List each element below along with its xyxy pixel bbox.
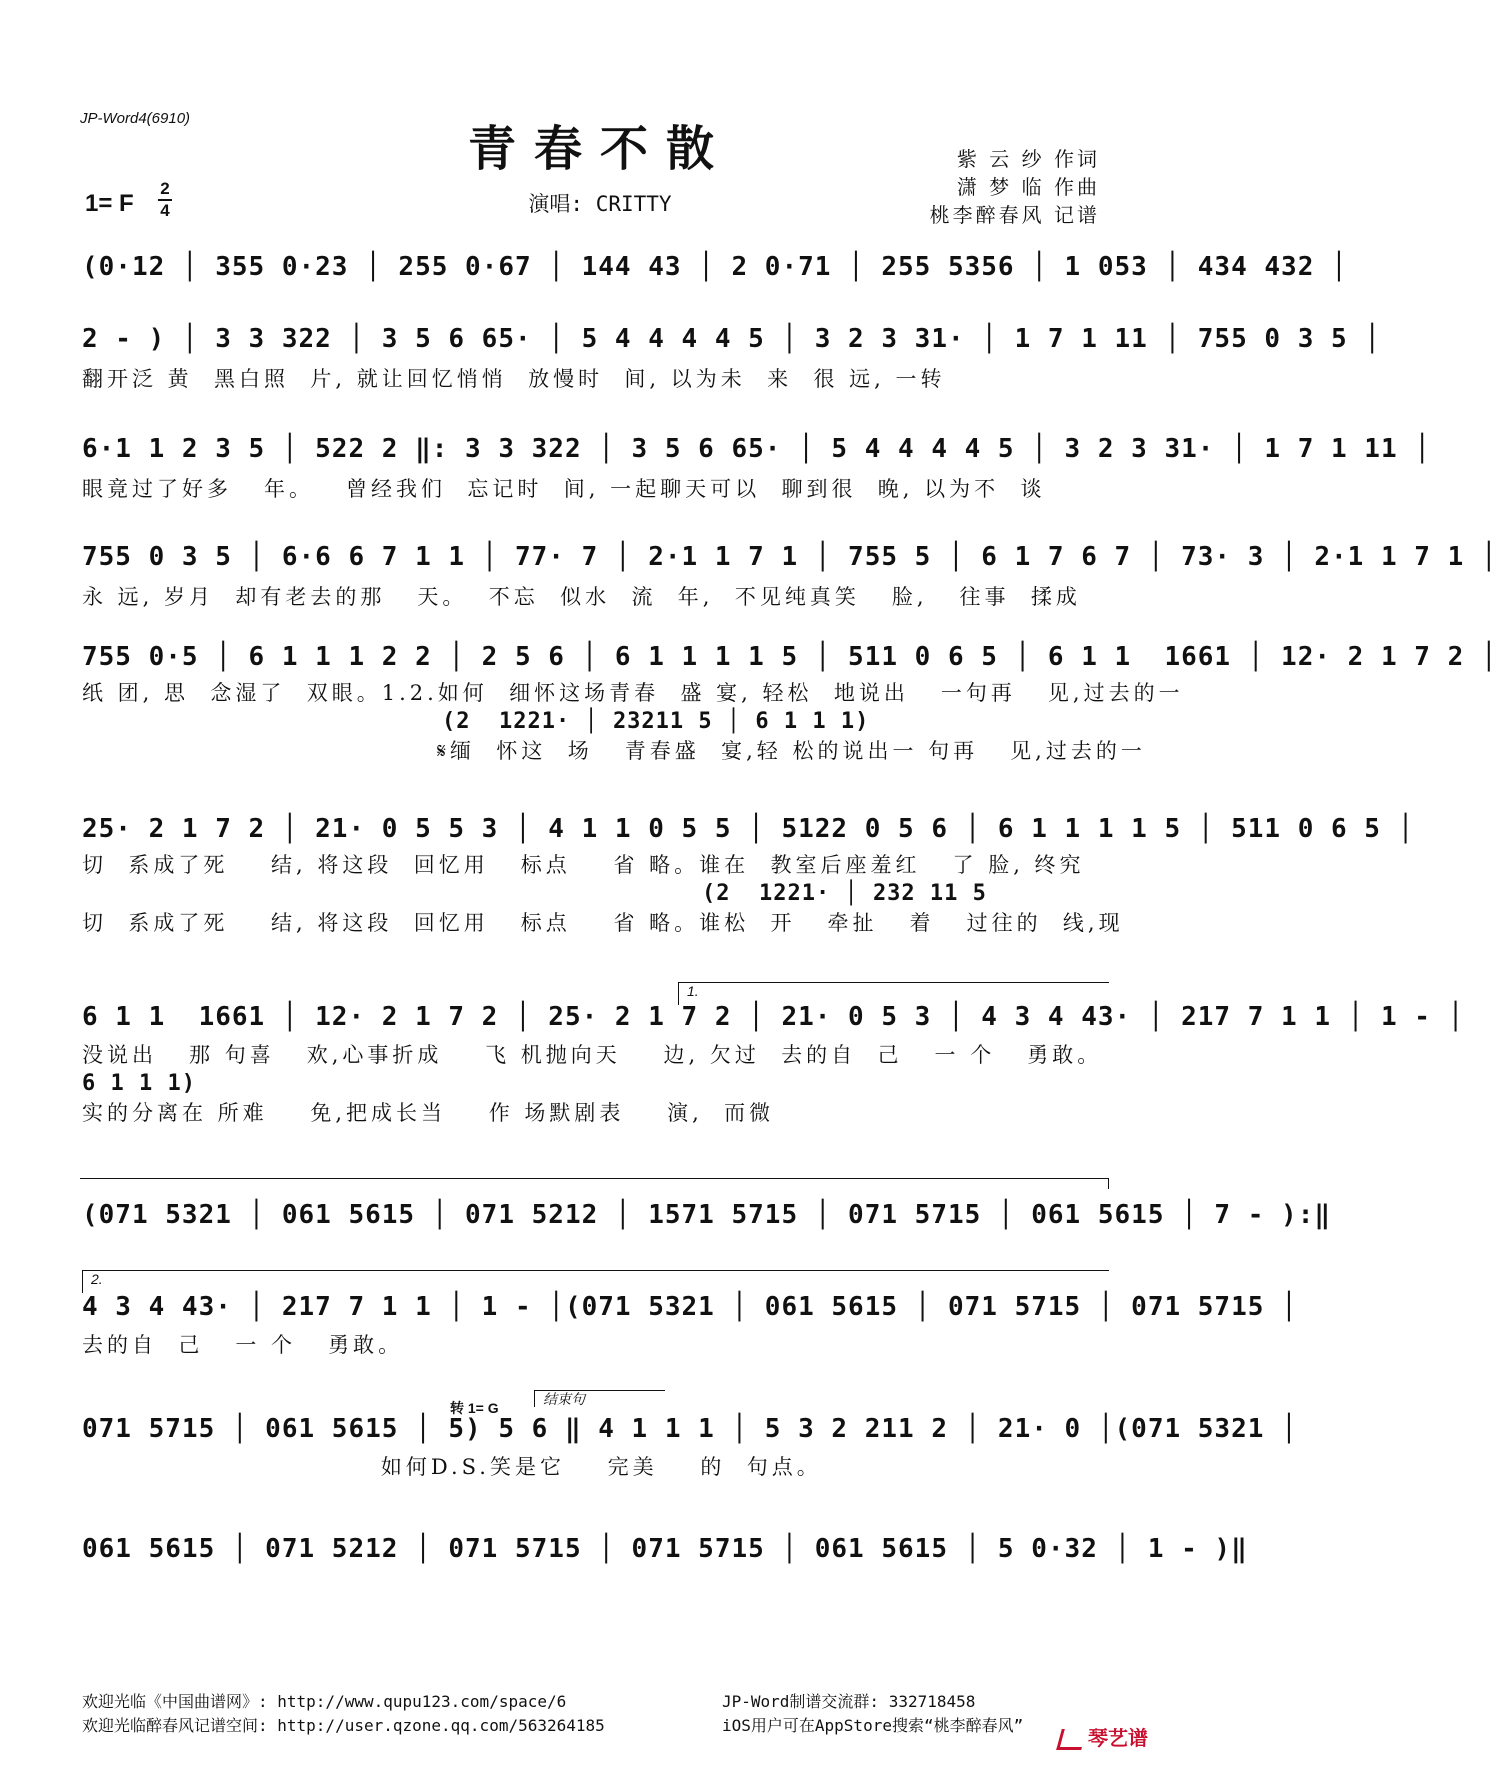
logo-text: 琴艺谱: [1088, 1726, 1148, 1750]
footer-right: [722, 1690, 1023, 1738]
system-5: [82, 640, 1498, 766]
sub-notes-line: (2 1221· │ 232 11 5: [702, 881, 987, 906]
lyricist: 紫 云 纱 作词: [956, 147, 1100, 171]
notes-line: 25· 2 1 7 2 │ 21· 0 5 5 3 │ 4 1 1 0 5 5 │ 5122 0 5 6 │ 6 1 1 1 1 5 │ 511 0 6 5 │: [82, 814, 1415, 844]
volta-label: 2.: [91, 1271, 103, 1287]
footer-left: [82, 1690, 605, 1738]
volta-bracket-2: [82, 1270, 1109, 1293]
site-logo: [1059, 1722, 1148, 1751]
lyric-line: 纸 团, 思 念湿了 双眼。1.2.如何 细怀这场青春 盛 宴, 轻松 地说出 一句再 见,过去的一: [82, 681, 1184, 705]
lyric-line-2: 实的分离在 所难 免,把成长当 作 场默剧表 演, 而微: [82, 1101, 775, 1125]
lyric-line: 翻开泛 黄 黑白照 片, 就让回忆悄悄 放慢时 间, 以为未 来 很 远, 一转: [82, 367, 946, 391]
system-7: [82, 983, 1465, 1128]
notes-line: 6·1 1 2 3 5 │ 522 2 ‖: 3 3 322 │ 3 5 6 65· │ 5 4 4 4 4 5 │ 3 2 3 31· │ 1 7 1 11 │: [82, 434, 1431, 464]
footer-link-qzone[interactable]: 欢迎光临醉春风记谱空间: http://user.qzone.qq.com/563264185: [82, 1716, 605, 1735]
logo-icon: [1056, 1729, 1087, 1750]
lyric-line: 去的自 己 一 个 勇敢。: [82, 1333, 404, 1357]
meter-bottom: 4: [160, 201, 170, 220]
notes-line: 755 0·5 │ 6 1 1 1 2 2 │ 2 5 6 │ 6 1 1 1 1 5 │ 511 0 6 5 │ 6 1 1 1661 │ 12· 2 1 7 2 │: [82, 642, 1498, 672]
notes-line: 071 5715 │ 061 5615 │ 5) 5 6 ‖ 4 1 1 1 │ 5 3 2 211 2 │ 21· 0 │(071 5321 │: [82, 1414, 1298, 1444]
notes-line: 061 5615 │ 071 5212 │ 071 5715 │ 071 5715 │ 061 5615 │ 5 0·32 │ 1 - )‖: [82, 1534, 1248, 1564]
notes-line: (0·12 │ 355 0·23 │ 255 0·67 │ 144 43 │ 2 0·71 │ 255 5356 │ 1 053 │ 434 432 │: [82, 252, 1348, 282]
system-8: [82, 1198, 1331, 1232]
system-11: [82, 1532, 1248, 1566]
system-4: [82, 540, 1498, 612]
meter-top: 2: [160, 179, 170, 198]
lyric-line-2: 切 系成了死 结, 将这段 回忆用 标点 省 略。谁松 开 牵扯 着 过往的 线,现: [82, 911, 1124, 935]
lyric-line: 永 远, 岁月 却有老去的那 天。 不忘 似水 流 年, 不见纯真笑 脸, 往事 揉成: [82, 585, 1081, 609]
time-signature: [158, 180, 172, 220]
composer: 潇 梦 临 作曲: [956, 175, 1100, 199]
lyric-line: 如何D.S.笑是它 完美 的 句点。: [82, 1455, 822, 1479]
key-signature: 1= F: [85, 190, 134, 217]
lyric-line-2: 𝄋缅 怀这 场 青春盛 宴,轻 松的说出一 句再 见,过去的一: [437, 739, 1146, 763]
modulation-mark: 转 1= G: [450, 1400, 499, 1416]
transcriber: 桃李醉春风 记谱: [929, 203, 1100, 227]
notes-line: 4 3 4 43· │ 217 7 1 1 │ 1 - │(071 5321 │ 061 5615 │ 071 5715 │ 071 5715 │: [82, 1292, 1298, 1322]
song-title: 青春不散: [467, 121, 732, 177]
notes-line: 6 1 1 1661 │ 12· 2 1 7 2 │ 25· 2 1 7 2 │ 21· 0 5 3 │ 4 3 4 43· │ 217 7 1 1 │ 1 - │: [82, 1002, 1465, 1032]
system-6: [82, 812, 1415, 938]
sub-notes-line: (2 1221· │ 23211 5 │ 6 1 1 1): [442, 709, 870, 734]
system-2: [82, 322, 1381, 394]
footer-appstore: iOS用户可在AppStore搜索“桃李醉春风”: [722, 1716, 1024, 1735]
system-1: [82, 250, 1348, 284]
system-3: [82, 432, 1431, 504]
lyric-line: 没说出 那 句喜 欢,心事折成 飞 机抛向天 边, 欠过 去的自 己 一 个 勇敢。: [82, 1043, 1103, 1067]
footer-link-qupu[interactable]: 欢迎光临《中国曲谱网》: http://www.qupu123.com/space/6: [82, 1692, 567, 1711]
ending-label: 结束句: [543, 1391, 585, 1407]
notes-line: 2 - ) │ 3 3 322 │ 3 5 6 65· │ 5 4 4 4 4 5 │ 3 2 3 31· │ 1 7 1 11 │ 755 0 3 5 │: [82, 324, 1381, 354]
singer-label: 演唱: CRITTY: [528, 192, 672, 216]
lyric-line: 切 系成了死 结, 将这段 回忆用 标点 省 略。谁在 教室后座羞红 了 脸, 终究: [82, 853, 1085, 877]
volta-label: 1.: [687, 983, 699, 999]
volta-bracket-1: [678, 982, 1109, 1005]
credits: [930, 145, 1100, 229]
footer-group: JP-Word制谱交流群: 332718458: [722, 1692, 976, 1711]
system-10: [82, 1391, 1298, 1482]
sub-notes-line: 6 1 1 1): [82, 1071, 196, 1096]
software-label: JP-Word4(6910): [80, 110, 191, 127]
system-9: [82, 1271, 1298, 1360]
ending-bracket: [534, 1390, 665, 1407]
lyric-line: 眼竟过了好多 年。 曾经我们 忘记时 间, 一起聊天可以 聊到很 晚, 以为不 谈: [82, 477, 1046, 501]
repeat-bracket: [80, 1178, 1109, 1189]
notes-line: (071 5321 │ 061 5615 │ 071 5212 │ 1571 5715 │ 071 5715 │ 061 5615 │ 7 - ):‖: [82, 1200, 1331, 1230]
notes-line: 755 0 3 5 │ 6·6 6 7 1 1 │ 77· 7 │ 2·1 1 7 1 │ 755 5 │ 6 1 7 6 7 │ 73· 3 │ 2·1 1 7 1 │: [82, 542, 1498, 572]
